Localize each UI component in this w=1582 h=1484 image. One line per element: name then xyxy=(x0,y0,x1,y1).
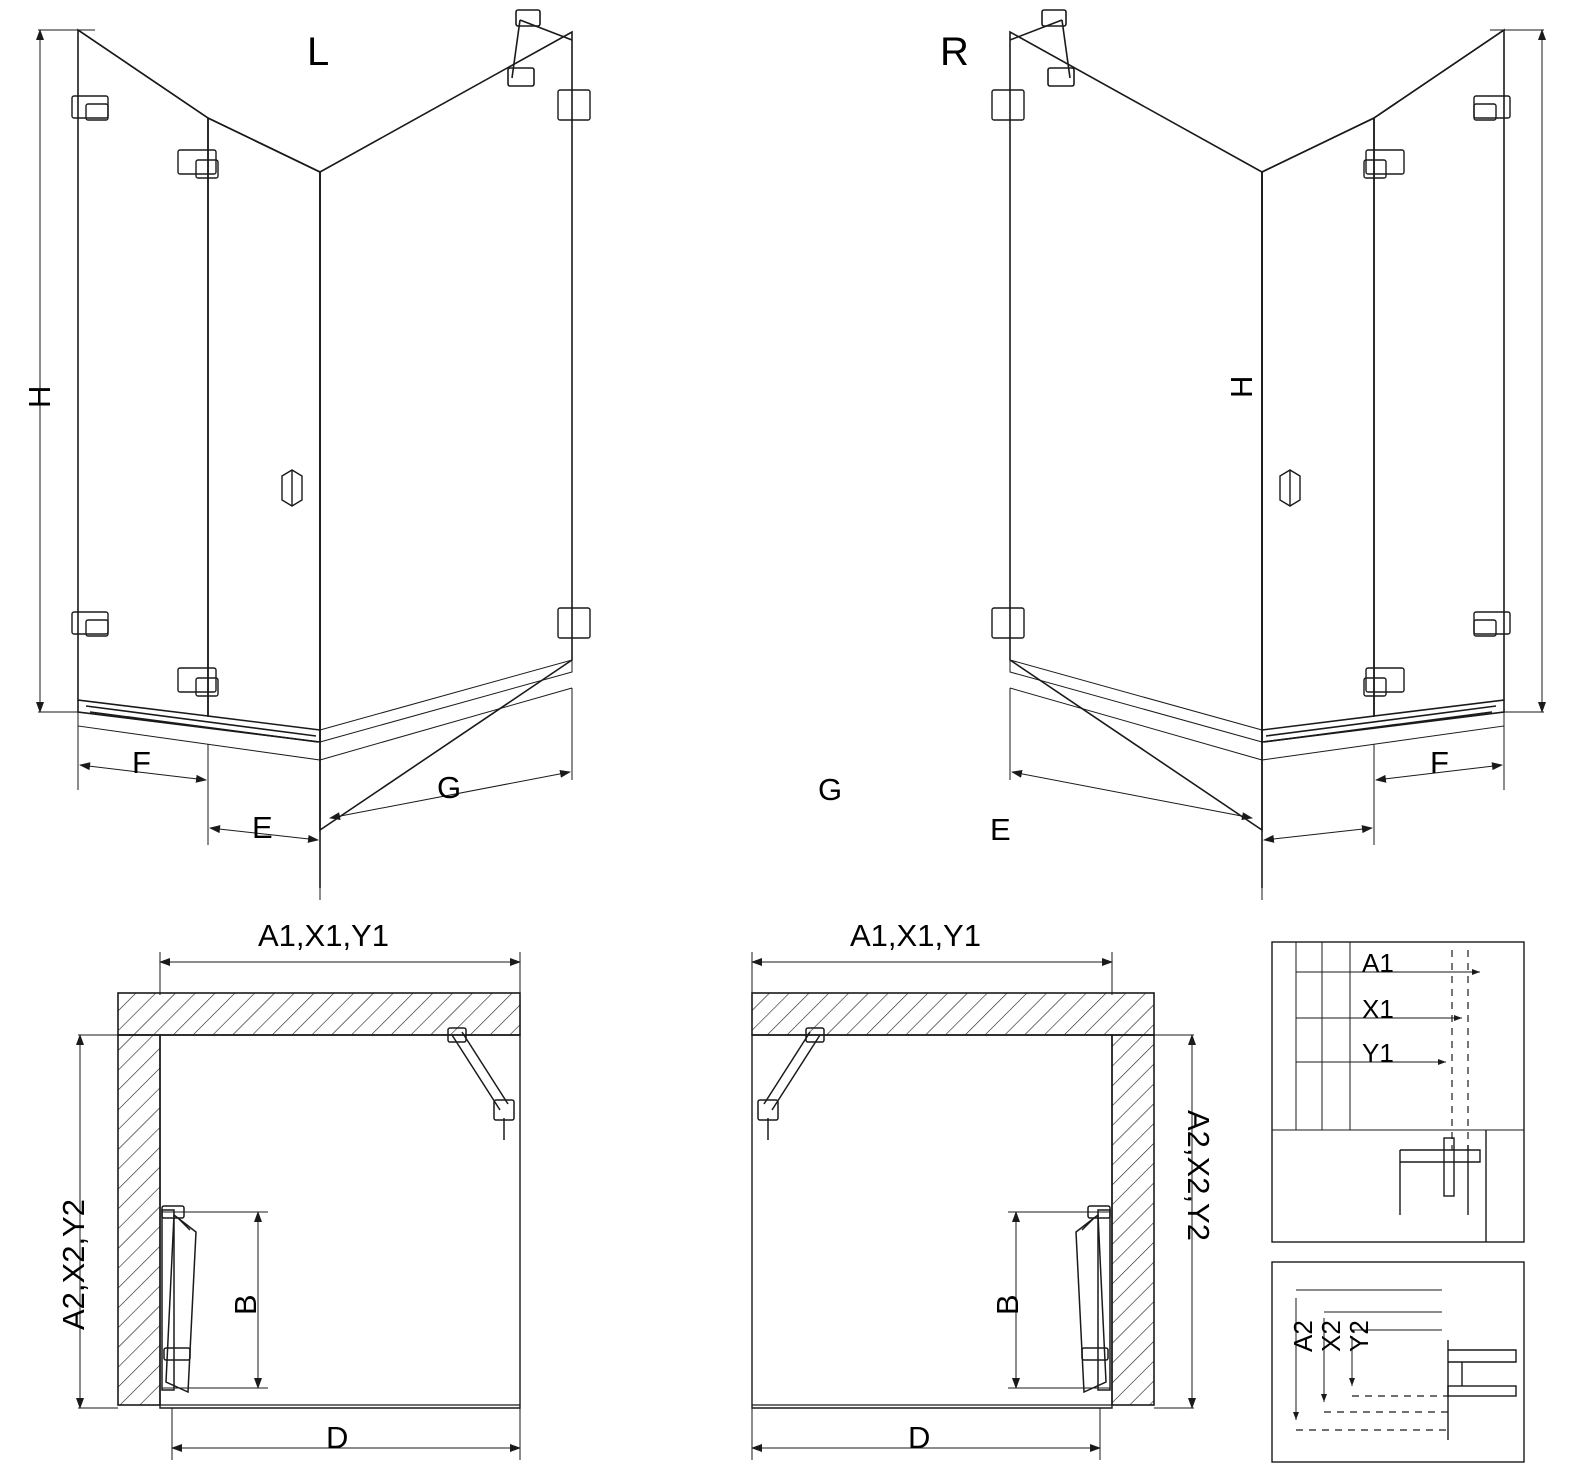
iso-right-height-label: H xyxy=(1224,375,1259,398)
detail-top-label-x1: X1 xyxy=(1362,994,1394,1024)
iso-left-side-label: G xyxy=(437,770,462,805)
detail-bottom-label-a2: A2 xyxy=(1288,1320,1318,1352)
iso-left-front-label: F xyxy=(132,745,151,780)
plan-left-door-label: B xyxy=(228,1294,263,1315)
detail-top-label-a1: A1 xyxy=(1362,948,1394,978)
detail-top-label-y1: Y1 xyxy=(1362,1038,1394,1068)
iso-right-door-label: E xyxy=(990,812,1011,847)
detail-bottom-label-x2: X2 xyxy=(1316,1320,1346,1352)
plan-right-bottom-dimension-label: D xyxy=(908,1420,931,1455)
plan-right-top-dimension-label: A1,X1,Y1 xyxy=(850,918,981,953)
iso-right-side-label: G xyxy=(818,772,843,807)
plan-right-door-label: B xyxy=(990,1294,1025,1315)
detail-bottom-label-y2: Y2 xyxy=(1344,1320,1374,1352)
iso-right-title: R xyxy=(940,30,969,74)
plan-left-top-dimension-label: A1,X1,Y1 xyxy=(258,918,389,953)
plan-right-side-dimension-label: A2,X2,Y2 xyxy=(1181,1110,1216,1241)
plan-left-bottom-dimension-label: D xyxy=(326,1420,349,1455)
iso-left-height-label: H xyxy=(22,385,57,408)
iso-left-door-label: E xyxy=(252,810,273,845)
plan-left-side-dimension-label: A2,X2,Y2 xyxy=(56,1199,91,1330)
iso-left-title: L xyxy=(307,30,330,74)
iso-right-front-label: F xyxy=(1430,745,1449,780)
